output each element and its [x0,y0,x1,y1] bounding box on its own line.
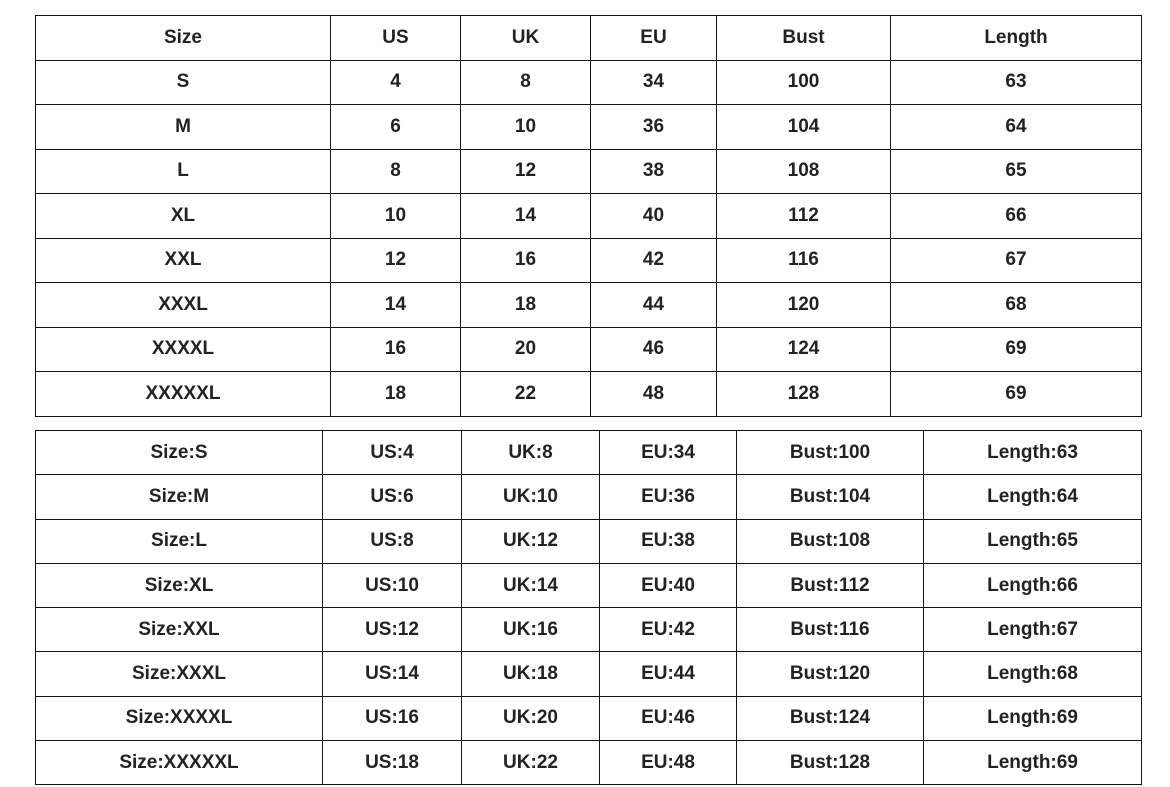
table-row [36,327,1142,372]
cell-uk: 22 [461,372,591,417]
cell-bust: 124 [717,327,891,372]
cell-eu: EU:44 [600,652,737,696]
cell-eu: 48 [591,372,717,417]
cell-uk: UK:20 [462,696,600,740]
cell-us: US:14 [323,652,462,696]
cell-us: US:18 [323,741,462,785]
cell-uk: 8 [461,60,591,105]
header-size: Size [36,16,331,61]
cell-length: Length:69 [924,696,1142,740]
cell-us: 6 [331,105,461,150]
table-row [36,475,1142,519]
cell-size: L [36,149,331,194]
cell-eu: 46 [591,327,717,372]
cell-eu: EU:48 [600,741,737,785]
cell-size: Size:M [36,475,323,519]
cell-length: 63 [891,60,1142,105]
cell-us: US:4 [323,431,462,475]
table-row [36,105,1142,150]
cell-us: US:16 [323,696,462,740]
cell-length: Length:67 [924,608,1142,652]
size-detail-table [35,430,1142,785]
cell-eu: 40 [591,194,717,239]
cell-uk: UK:18 [462,652,600,696]
cell-length: Length:64 [924,475,1142,519]
cell-bust: 116 [717,238,891,283]
cell-length: 65 [891,149,1142,194]
cell-us: 14 [331,283,461,328]
cell-uk: 16 [461,238,591,283]
cell-bust: Bust:124 [737,696,924,740]
cell-bust: 104 [717,105,891,150]
table-row [36,372,1142,417]
cell-size: Size:XL [36,563,323,607]
cell-us: US:6 [323,475,462,519]
cell-size: XXXXL [36,327,331,372]
cell-size: XXXL [36,283,331,328]
cell-size: Size:L [36,519,323,563]
cell-us: US:8 [323,519,462,563]
size-chart-table [35,15,1142,417]
cell-size: Size:XXL [36,608,323,652]
cell-length: Length:65 [924,519,1142,563]
cell-bust: Bust:108 [737,519,924,563]
cell-size: Size:XXXL [36,652,323,696]
cell-uk: UK:12 [462,519,600,563]
cell-eu: 36 [591,105,717,150]
cell-eu: EU:36 [600,475,737,519]
cell-eu: EU:38 [600,519,737,563]
table-row [36,652,1142,696]
cell-eu: 44 [591,283,717,328]
cell-uk: UK:10 [462,475,600,519]
cell-uk: UK:14 [462,563,600,607]
cell-bust: 100 [717,60,891,105]
cell-size: XL [36,194,331,239]
table-row [36,563,1142,607]
table-row [36,519,1142,563]
cell-eu: 38 [591,149,717,194]
cell-uk: 18 [461,283,591,328]
cell-length: Length:63 [924,431,1142,475]
cell-eu: EU:46 [600,696,737,740]
table-row [36,741,1142,785]
table-row [36,149,1142,194]
cell-uk: 10 [461,105,591,150]
cell-bust: Bust:116 [737,608,924,652]
cell-uk: 20 [461,327,591,372]
cell-bust: Bust:112 [737,563,924,607]
cell-us: 4 [331,60,461,105]
cell-size: S [36,60,331,105]
cell-uk: UK:8 [462,431,600,475]
table-row [36,238,1142,283]
header-length: Length [891,16,1142,61]
cell-length: Length:68 [924,652,1142,696]
cell-eu: 42 [591,238,717,283]
cell-eu: 34 [591,60,717,105]
cell-length: Length:69 [924,741,1142,785]
cell-bust: Bust:128 [737,741,924,785]
cell-eu: EU:40 [600,563,737,607]
cell-size: Size:XXXXL [36,696,323,740]
cell-length: 68 [891,283,1142,328]
cell-bust: Bust:104 [737,475,924,519]
cell-us: 12 [331,238,461,283]
header-eu: EU [591,16,717,61]
cell-eu: EU:34 [600,431,737,475]
cell-bust: Bust:120 [737,652,924,696]
cell-us: 8 [331,149,461,194]
cell-us: 18 [331,372,461,417]
cell-eu: EU:42 [600,608,737,652]
table-row [36,608,1142,652]
table-row [36,431,1142,475]
table-row [36,696,1142,740]
cell-us: US:10 [323,563,462,607]
cell-us: 16 [331,327,461,372]
cell-length: Length:66 [924,563,1142,607]
cell-bust: 112 [717,194,891,239]
cell-length: 64 [891,105,1142,150]
cell-size: Size:XXXXXL [36,741,323,785]
cell-length: 69 [891,372,1142,417]
table-row [36,194,1142,239]
cell-bust: 128 [717,372,891,417]
cell-size: XXXXXL [36,372,331,417]
cell-length: 67 [891,238,1142,283]
header-uk: UK [461,16,591,61]
cell-us: 10 [331,194,461,239]
cell-uk: UK:16 [462,608,600,652]
cell-bust: 108 [717,149,891,194]
cell-bust: Bust:100 [737,431,924,475]
cell-uk: 12 [461,149,591,194]
table-row [36,60,1142,105]
table-row [36,283,1142,328]
cell-length: 66 [891,194,1142,239]
cell-size: M [36,105,331,150]
cell-uk: 14 [461,194,591,239]
table-header-row [36,16,1142,61]
cell-bust: 120 [717,283,891,328]
cell-us: US:12 [323,608,462,652]
cell-size: XXL [36,238,331,283]
cell-size: Size:S [36,431,323,475]
cell-length: 69 [891,327,1142,372]
header-bust: Bust [717,16,891,61]
cell-uk: UK:22 [462,741,600,785]
header-us: US [331,16,461,61]
